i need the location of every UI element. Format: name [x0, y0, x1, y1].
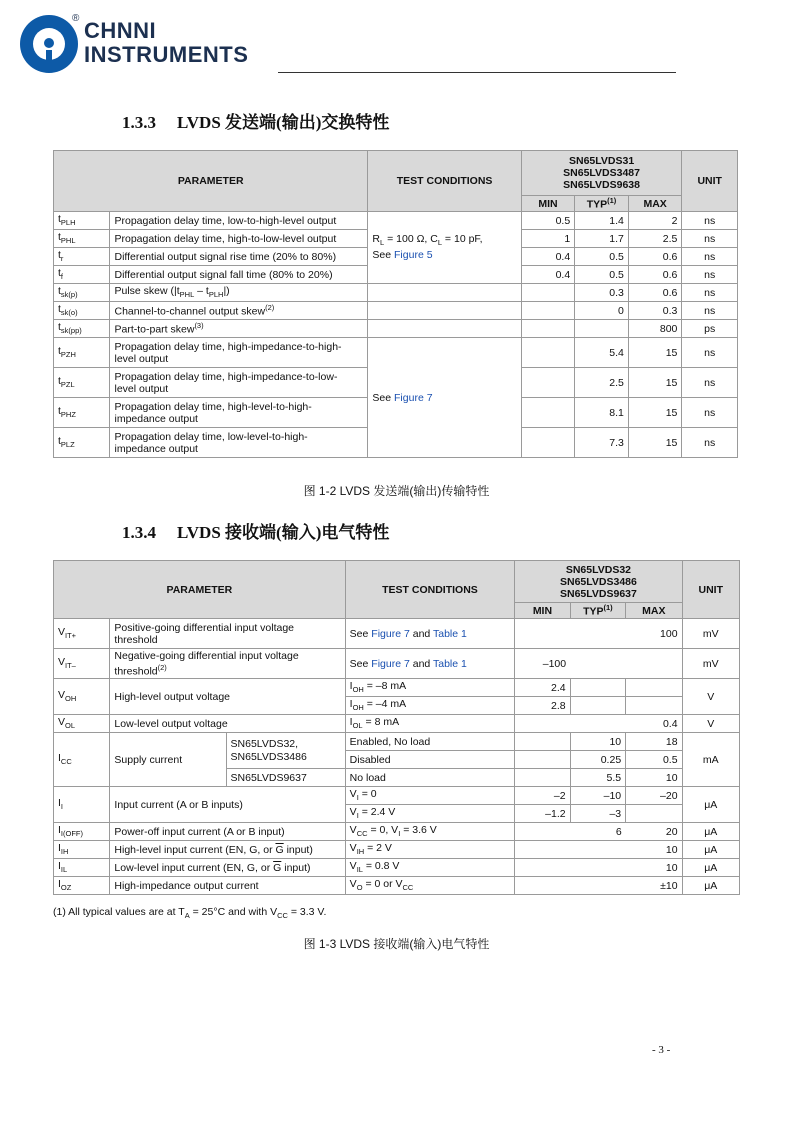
- typ-value: 0.25: [570, 751, 626, 769]
- unit-value: V: [682, 679, 739, 715]
- max-value: 2.5: [628, 230, 682, 248]
- param-symbol: $I_{IL}$: [54, 859, 110, 877]
- section-number: 1.3.3: [122, 113, 156, 132]
- param-symbol: $t_{PZH}$: [54, 338, 110, 368]
- table-row: [54, 733, 740, 751]
- test-condition: $V_{IL} = 0.8$ V: [345, 859, 515, 877]
- empty-condition: [368, 320, 521, 338]
- logo-text: [84, 19, 248, 67]
- registered-mark: ®: [72, 13, 80, 24]
- table-row: [54, 302, 738, 320]
- unit-value: ns: [682, 302, 738, 320]
- unit-value: ns: [682, 368, 738, 398]
- unit-value: ns: [682, 248, 738, 266]
- device-name: SN65LVDS32: [565, 563, 631, 576]
- param-description: Differential output signal fall time (80% to 20%): [110, 266, 368, 284]
- unit-value: μA: [682, 841, 739, 859]
- min-value: 2.4: [515, 679, 570, 697]
- min-value: 1: [521, 230, 574, 248]
- param-description: Propagation delay time, high-impedance-to-low- level output: [110, 368, 368, 398]
- table-link[interactable]: Table 1: [432, 657, 467, 670]
- unit-value: ns: [682, 284, 738, 302]
- min-value: –1.2: [515, 805, 570, 823]
- figure-link[interactable]: Figure 7: [371, 627, 410, 640]
- logo-line2: INSTRUMENTS: [84, 42, 249, 67]
- header-max: MAX: [626, 603, 682, 619]
- min-value: [515, 733, 570, 751]
- section-title: LVDS 接收端(输入)电气特性: [177, 523, 390, 542]
- min-value: [515, 751, 570, 769]
- section-heading-1: [122, 108, 389, 133]
- header-unit: UNIT: [682, 151, 738, 212]
- device-name: SN65LVDS31: [568, 155, 635, 167]
- unit-value: μA: [682, 823, 739, 841]
- min-value: [521, 338, 574, 368]
- min-value: [515, 715, 570, 733]
- param-description: Negative-going differential input voltage threshold$^{(2)}$: [110, 649, 345, 679]
- min-value: –2: [515, 787, 570, 805]
- header-parameter: PARAMETER: [54, 561, 346, 619]
- param-description: Positive-going differential input voltage threshold: [110, 619, 345, 649]
- max-value: 100: [626, 619, 682, 649]
- empty-condition: [368, 284, 521, 302]
- device-name: SN65LVDS9637: [559, 587, 637, 600]
- header-devices: [515, 561, 682, 603]
- header-rule: [278, 72, 676, 73]
- min-value: [521, 368, 574, 398]
- test-condition-load: $R_L = 100$ Ω, $C_L = 10$ pF, See Figure 5: [368, 212, 521, 284]
- max-value: 15: [628, 368, 682, 398]
- table-link[interactable]: Table 1: [432, 627, 467, 640]
- table-row: [54, 212, 738, 230]
- unit-value: μA: [682, 859, 739, 877]
- header-min: MIN: [515, 603, 570, 619]
- max-value: 15: [628, 338, 682, 368]
- test-condition: $V_{IH} = 2$ V: [345, 841, 515, 859]
- table-row: [54, 877, 740, 895]
- figure-link[interactable]: Figure 7: [394, 391, 433, 404]
- min-value: 2.8: [515, 697, 570, 715]
- typ-value: 2.5: [575, 368, 629, 398]
- min-value: [515, 769, 570, 787]
- figure-caption-1: 图 1-2 LVDS 发送端(输出)传输特性: [303, 484, 490, 498]
- unit-value: ns: [682, 212, 738, 230]
- param-description: Supply current: [110, 733, 226, 787]
- unit-value: mV: [682, 619, 739, 649]
- unit-value: μA: [682, 877, 739, 895]
- device-group: SN65LVDS9637: [226, 769, 345, 787]
- min-value: [515, 877, 570, 895]
- min-value: [515, 619, 570, 649]
- unit-value: ns: [682, 266, 738, 284]
- typ-value: –10: [570, 787, 626, 805]
- table-row: [54, 841, 740, 859]
- param-symbol: $V_{IT-}$: [54, 649, 110, 679]
- param-symbol: $I_{IH}$: [54, 841, 110, 859]
- max-value: 0.6: [628, 248, 682, 266]
- unit-value: V: [682, 715, 739, 733]
- max-value: [626, 679, 682, 697]
- param-symbol: $t_{PLH}$: [54, 212, 110, 230]
- max-value: 10: [626, 859, 682, 877]
- max-value: 10: [626, 841, 682, 859]
- param-symbol: $I_{OZ}$: [54, 877, 110, 895]
- max-value: [626, 649, 682, 679]
- param-symbol: $t_{sk(pp)}$: [54, 320, 110, 338]
- table-row: [54, 338, 738, 368]
- section-heading-2: [122, 518, 389, 543]
- table-row: [54, 320, 738, 338]
- table-row: [54, 679, 740, 697]
- param-description: Low-level output voltage: [110, 715, 345, 733]
- param-description: Input current (A or B inputs): [110, 787, 345, 823]
- unit-value: μA: [682, 787, 739, 823]
- typ-value: [570, 679, 626, 697]
- typ-value: 0.5: [575, 248, 629, 266]
- test-condition: $I_{OL} = 8$ mA: [345, 715, 515, 733]
- min-value: 0.4: [521, 248, 574, 266]
- company-logo: [20, 15, 280, 75]
- typ-value: 1.4: [575, 212, 629, 230]
- max-value: [626, 805, 682, 823]
- test-condition: See Figure 7 and Table 1: [345, 619, 515, 649]
- typ-value: 10: [570, 733, 626, 751]
- device-name: SN65LVDS3486: [559, 575, 637, 588]
- max-value: 10: [626, 769, 682, 787]
- figure-link[interactable]: Figure 5: [394, 249, 433, 262]
- header-unit: UNIT: [682, 561, 739, 619]
- param-symbol: $I_{I(OFF)}$: [54, 823, 110, 841]
- param-description: Low-level input current (EN, G, or $\overline{G}$ input): [110, 859, 345, 877]
- min-value: [521, 302, 574, 320]
- max-value: ±10: [626, 877, 682, 895]
- max-value: [626, 697, 682, 715]
- test-condition: $V_I = 2.4$ V: [345, 805, 515, 823]
- max-value: 0.5: [626, 751, 682, 769]
- param-symbol: $t_{PHZ}$: [54, 398, 110, 428]
- min-value: 0.4: [521, 266, 574, 284]
- header-test-conditions: TEST CONDITIONS: [368, 151, 521, 212]
- unit-value: ns: [682, 230, 738, 248]
- typ-value: 0.3: [575, 284, 629, 302]
- header-max: MAX: [628, 196, 682, 212]
- table-row: [54, 823, 740, 841]
- param-description: High-level input current (EN, G, or $\overline{G}$ input): [110, 841, 345, 859]
- param-symbol: $V_{OH}$: [54, 679, 110, 715]
- typ-value: 0: [575, 302, 629, 320]
- min-value: [515, 859, 570, 877]
- header-typ: TYP$^{(1)}$: [570, 603, 626, 619]
- typ-value: 0.5: [575, 266, 629, 284]
- param-description: High-level output voltage: [110, 679, 345, 715]
- header-test-conditions: TEST CONDITIONS: [345, 561, 515, 619]
- test-condition: No load: [345, 769, 515, 787]
- unit-value: ps: [682, 320, 738, 338]
- typ-value: 5.4: [575, 338, 629, 368]
- param-symbol: $t_f$: [54, 266, 110, 284]
- typ-value: 1.7: [575, 230, 629, 248]
- figure-caption-2: 图 1-3 LVDS 接收端(输入)电气特性: [303, 937, 490, 951]
- typ-value: –3: [570, 805, 626, 823]
- typ-value: 6: [570, 823, 626, 841]
- param-symbol: $I_I$: [54, 787, 110, 823]
- typ-value: 5.5: [570, 769, 626, 787]
- min-value: –100: [515, 649, 570, 679]
- page-number: - 3 -: [652, 1044, 671, 1056]
- device-group: SN65LVDS32, SN65LVDS3486: [226, 733, 345, 769]
- test-condition: $V_{CC} = 0$, $V_I = 3.6$ V: [345, 823, 515, 841]
- transmitter-switching-table: [53, 150, 738, 458]
- param-symbol: $V_{IT+}$: [54, 619, 110, 649]
- typ-value: [570, 697, 626, 715]
- section-title: LVDS 发送端(输出)交换特性: [177, 113, 390, 132]
- param-description: Propagation delay time, low-to-high-level output: [110, 212, 368, 230]
- test-condition: $I_{OH} = -8$ mA: [345, 679, 515, 697]
- table-row: [54, 284, 738, 302]
- table-row: [54, 619, 740, 649]
- min-value: [515, 841, 570, 859]
- device-name: SN65LVDS9638: [563, 179, 640, 191]
- unit-value: ns: [682, 428, 738, 458]
- header-typ: TYP$^{(1)}$: [575, 196, 629, 212]
- max-value: 18: [626, 733, 682, 751]
- param-description: Propagation delay time, low-level-to-high- impedance output: [110, 428, 368, 458]
- min-value: 0.5: [521, 212, 574, 230]
- typ-value: 7.3: [575, 428, 629, 458]
- typ-value: [570, 841, 626, 859]
- max-value: 20: [626, 823, 682, 841]
- max-value: 2: [628, 212, 682, 230]
- min-value: [521, 398, 574, 428]
- param-symbol: $t_{PHL}$: [54, 230, 110, 248]
- header-parameter: PARAMETER: [54, 151, 368, 212]
- max-value: 0.6: [628, 266, 682, 284]
- unit-value: ns: [682, 398, 738, 428]
- test-condition: See Figure 7 and Table 1: [345, 649, 515, 679]
- table-row: [54, 715, 740, 733]
- table-row: [54, 859, 740, 877]
- receiver-electrical-table: [53, 560, 740, 895]
- param-description: Propagation delay time, high-level-to-high- impedance output: [110, 398, 368, 428]
- logo-emblem: [20, 15, 78, 73]
- param-symbol: $t_{PZL}$: [54, 368, 110, 398]
- param-symbol: $t_{sk(o)}$: [54, 302, 110, 320]
- empty-condition: [368, 302, 521, 320]
- min-value: [521, 320, 574, 338]
- max-value: 15: [628, 398, 682, 428]
- min-value: [521, 428, 574, 458]
- typ-value: [570, 619, 626, 649]
- max-value: 800: [628, 320, 682, 338]
- param-description: High-impedance output current: [110, 877, 345, 895]
- max-value: –20: [626, 787, 682, 805]
- table-row: [54, 787, 740, 805]
- header-devices: [521, 151, 682, 196]
- min-value: [515, 823, 570, 841]
- max-value: 0.3: [628, 302, 682, 320]
- typ-value: 8.1: [575, 398, 629, 428]
- param-symbol: $V_{OL}$: [54, 715, 110, 733]
- test-condition: $I_{OH} = -4$ mA: [345, 697, 515, 715]
- test-condition: Enabled, No load: [345, 733, 515, 751]
- unit-value: mV: [682, 649, 739, 679]
- typ-value: [570, 877, 626, 895]
- test-condition: $V_O = 0$ or $V_{CC}$: [345, 877, 515, 895]
- test-condition: $V_I = 0$: [345, 787, 515, 805]
- table-footnote: (1) All typical values are at $T_A = 25^\circ C$ and with $V_{CC} = 3.3$ V.: [53, 906, 327, 921]
- typ-value: [570, 715, 626, 733]
- param-description: Differential output signal rise time (20% to 80%): [110, 248, 368, 266]
- figure-link[interactable]: Figure 7: [371, 657, 410, 670]
- typ-value: [570, 649, 626, 679]
- unit-value: mA: [682, 733, 739, 787]
- logo-line1: CHNNI: [84, 18, 157, 43]
- test-condition: Disabled: [345, 751, 515, 769]
- test-condition-figure7: See Figure 7: [368, 338, 521, 458]
- param-description: Part-to-part skew$^{(3)}$: [110, 320, 368, 338]
- param-symbol: $t_{sk(p)}$: [54, 284, 110, 302]
- max-value: 0.4: [626, 715, 682, 733]
- max-value: 15: [628, 428, 682, 458]
- unit-value: ns: [682, 338, 738, 368]
- param-description: Propagation delay time, high-impedance-to-high- level output: [110, 338, 368, 368]
- typ-value: [570, 859, 626, 877]
- param-description: Channel-to-channel output skew$^{(2)}$: [110, 302, 368, 320]
- header-min: MIN: [521, 196, 574, 212]
- device-name: SN65LVDS3487: [563, 167, 640, 179]
- param-symbol: $I_{CC}$: [54, 733, 110, 787]
- typ-value: [575, 320, 629, 338]
- min-value: [521, 284, 574, 302]
- param-symbol: $t_{PLZ}$: [54, 428, 110, 458]
- param-description: Pulse skew $(|t_{PHL} - t_{PLH}|)$: [110, 284, 368, 302]
- param-symbol: $t_r$: [54, 248, 110, 266]
- section-number: 1.3.4: [122, 523, 156, 542]
- table-row: [54, 649, 740, 679]
- param-description: Power-off input current (A or B input): [110, 823, 345, 841]
- param-description: Propagation delay time, high-to-low-level output: [110, 230, 368, 248]
- max-value: 0.6: [628, 284, 682, 302]
